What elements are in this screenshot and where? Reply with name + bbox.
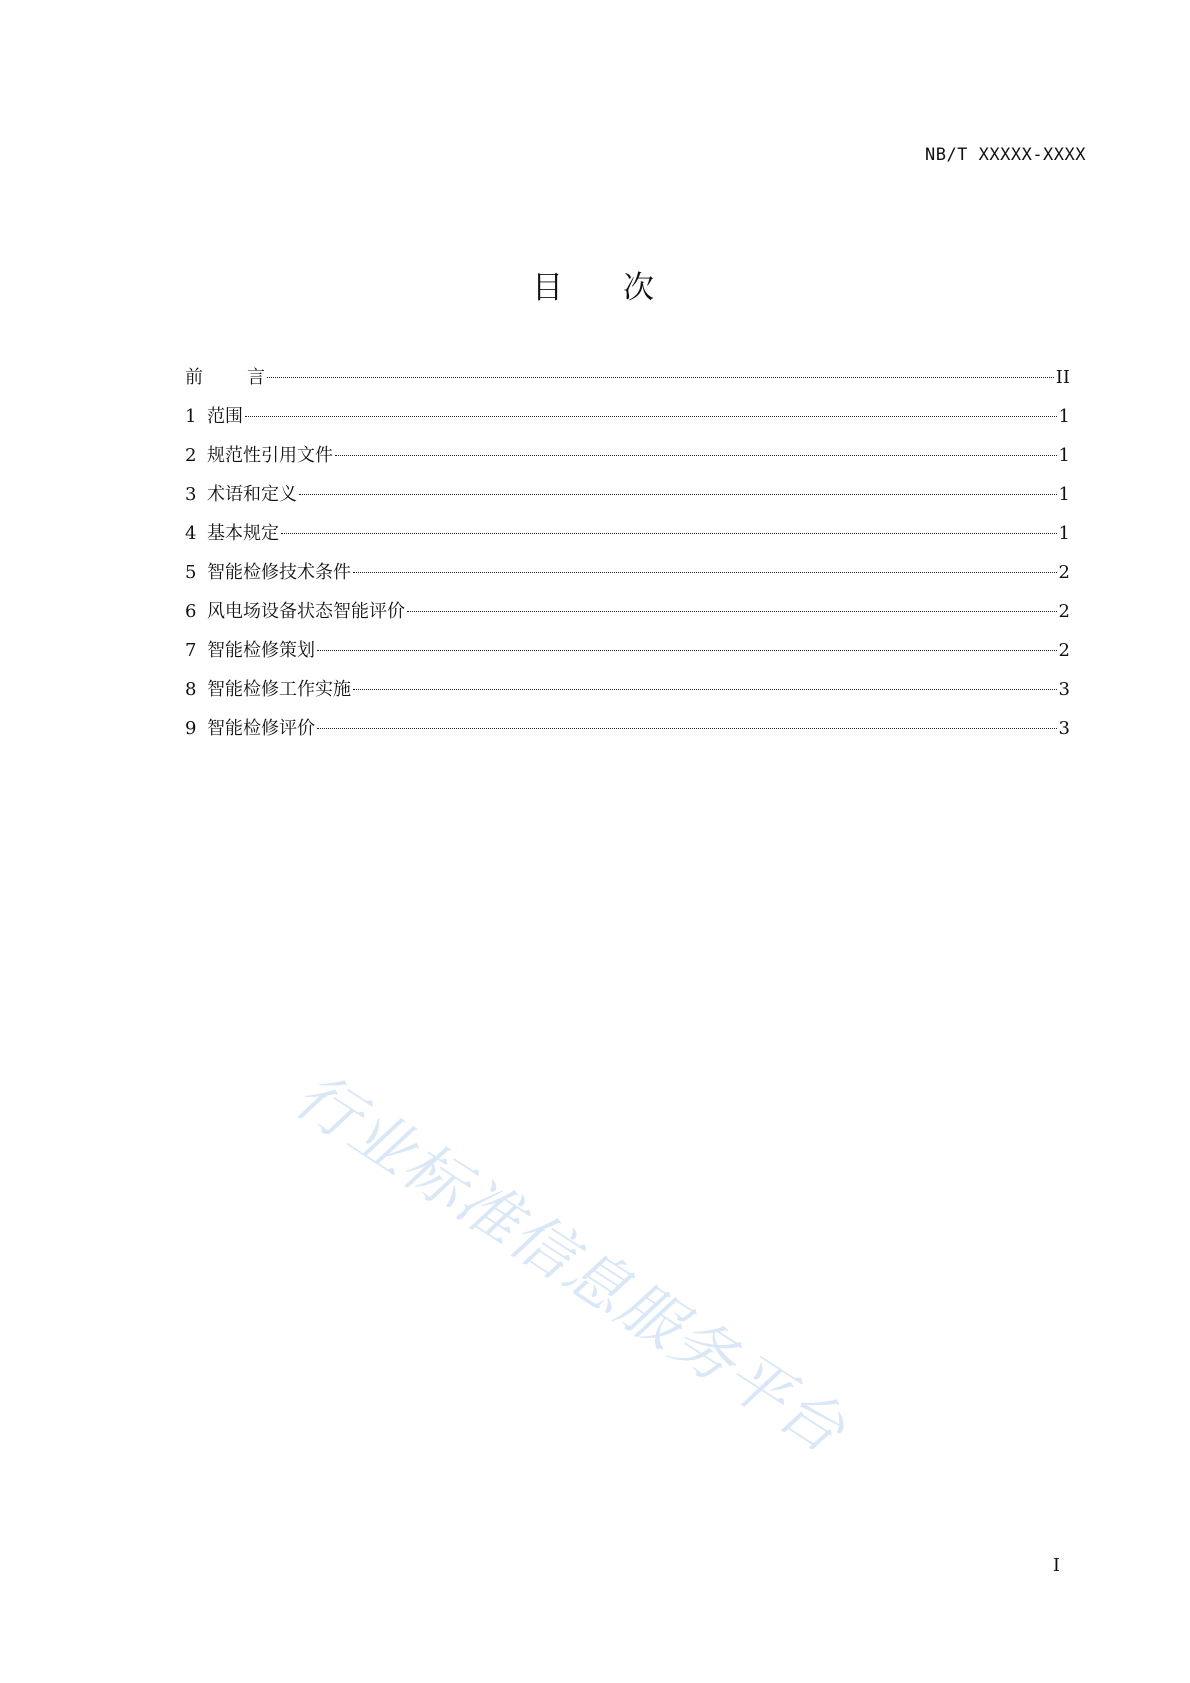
toc-entry-number: 2 xyxy=(185,445,197,466)
toc-leader-dots xyxy=(245,416,1057,417)
toc-leader-dots xyxy=(335,455,1057,456)
toc-entry-4[interactable] xyxy=(185,514,1070,553)
toc-leader-dots xyxy=(267,377,1054,378)
toc-entry-page: II xyxy=(1055,367,1070,388)
toc-title-right: 次 xyxy=(623,270,658,306)
toc-entry-page: 3 xyxy=(1058,679,1070,700)
toc-entry-page: 2 xyxy=(1058,601,1070,622)
toc-leader-dots xyxy=(407,611,1057,612)
toc-entry-number: 3 xyxy=(185,484,197,505)
toc-entry-page: 1 xyxy=(1058,523,1070,544)
toc-entry-label: 智能检修评价 xyxy=(207,718,315,739)
toc-entry-number: 6 xyxy=(185,601,197,622)
toc-title-left: 目 xyxy=(532,270,567,306)
toc-entry-foreword[interactable] xyxy=(185,358,1070,397)
toc-entry-number: 8 xyxy=(185,679,197,700)
toc-entry-label: 智能检修策划 xyxy=(207,640,315,661)
toc-entry-5[interactable] xyxy=(185,553,1070,592)
toc-entry-page: 3 xyxy=(1058,718,1070,739)
toc-entry-1[interactable] xyxy=(185,397,1070,436)
toc-entry-label: 术语和定义 xyxy=(207,484,297,505)
watermark: 行业标准信息服务平台 xyxy=(282,1058,859,1468)
toc-entry-number: 1 xyxy=(185,406,197,427)
toc-entry-label: 风电场设备状态智能评价 xyxy=(207,601,405,622)
toc-entry-page: 2 xyxy=(1058,562,1070,583)
toc-entry-page: 1 xyxy=(1058,445,1070,466)
toc-entry-number: 5 xyxy=(185,562,197,583)
page-number: I xyxy=(1052,1555,1060,1576)
toc-entry-9[interactable] xyxy=(185,709,1070,748)
toc-entry-label: 前 言 xyxy=(185,367,265,388)
toc-entry-page: 2 xyxy=(1058,640,1070,661)
toc-leader-dots xyxy=(299,494,1057,495)
toc-entry-page: 1 xyxy=(1058,484,1070,505)
toc-entry-3[interactable] xyxy=(185,475,1070,514)
document-code: NB/T XXXXX-XXXX xyxy=(924,145,1086,165)
toc-entry-label: 智能检修工作实施 xyxy=(207,679,351,700)
toc-entry-label: 基本规定 xyxy=(207,523,279,544)
toc-leader-dots xyxy=(317,650,1057,651)
toc-leader-dots xyxy=(317,728,1057,729)
toc-entry-8[interactable] xyxy=(185,670,1070,709)
toc-entry-7[interactable] xyxy=(185,631,1070,670)
toc-entry-number: 9 xyxy=(185,718,197,739)
toc-leader-dots xyxy=(353,572,1057,573)
table-of-contents xyxy=(185,358,1070,748)
toc-title xyxy=(0,262,1190,307)
toc-leader-dots xyxy=(353,689,1057,690)
toc-entry-label: 规范性引用文件 xyxy=(207,445,333,466)
toc-entry-2[interactable] xyxy=(185,436,1070,475)
toc-entry-number: 4 xyxy=(185,523,197,544)
toc-entry-number: 7 xyxy=(185,640,197,661)
toc-entry-label: 范围 xyxy=(207,406,243,427)
toc-entry-label: 智能检修技术条件 xyxy=(207,562,351,583)
toc-entry-6[interactable] xyxy=(185,592,1070,631)
toc-leader-dots xyxy=(281,533,1057,534)
toc-entry-page: 1 xyxy=(1058,406,1070,427)
